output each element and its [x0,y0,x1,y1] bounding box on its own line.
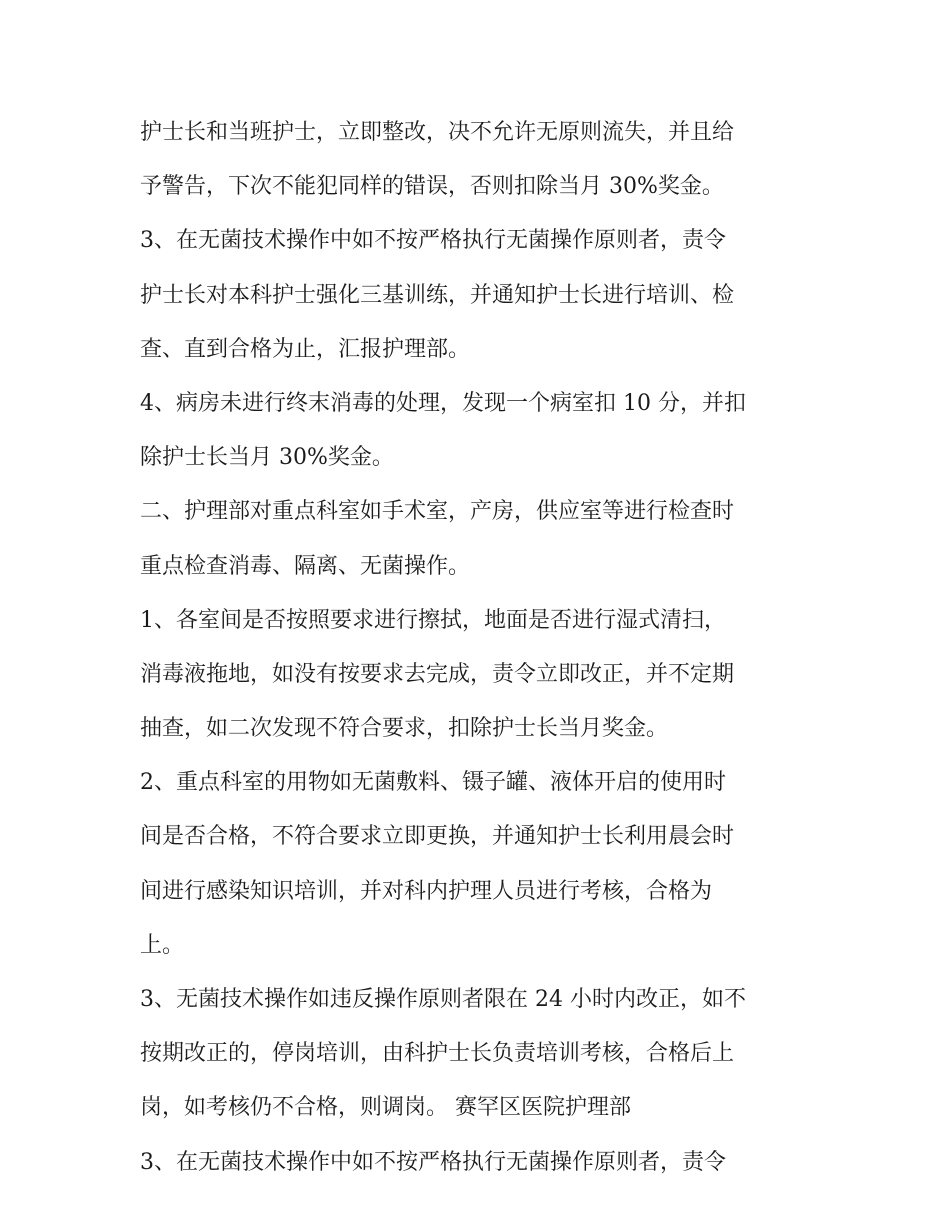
text-line: 间是否合格，不符合要求立即更换，并通知护士长利用晨会时 [140,824,735,850]
text-line: 抽查，如二次发现不符合要求，扣除护士长当月奖金。 [140,716,669,742]
text-line: 岗，如考核仍不合格，则调岗。 赛罕区医院护理部 [140,1095,631,1121]
text-line: 护士长对本科护士强化三基训练，并通知护士长进行培训、检 [140,282,735,308]
text-line: 3、无菌技术操作如违反操作原则者限在 24 小时内改正，如不 [140,987,746,1012]
text-line: 4、病房未进行终末消毒的处理，发现一个病室扣 10 分，并扣 [140,390,746,416]
text-line: 消毒液拖地，如没有按要求去完成，责令立即改正，并不定期 [140,661,735,687]
text-line: 3、在无菌技术操作中如不按严格执行无菌操作原则者，责令 [140,228,726,254]
text-line: 二、护理部对重点科室如手术室，产房，供应室等进行检查时 [140,499,735,525]
text-line: 护士长和当班护士，立即整改，决不允许无原则流失，并且给 [140,120,735,145]
text-line: 3、在无菌技术操作中如不按严格执行无菌操作原则者，责令 [140,1149,726,1175]
text-line: 2、重点科室的用物如无菌敷料、镊子罐、液体开启的使用时 [140,770,726,796]
text-line: 间进行感染知识培训，并对科内护理人员进行考核，合格为 [140,878,713,904]
document-body [140,106,820,1190]
text-line: 除护士长当月 30%奖金。 [140,445,394,471]
text-line: 重点检查消毒、隔离、无菌操作。 [140,553,471,579]
text-line: 按期改正的，停岗培训，由科护士长负责培训考核，合格后上 [140,1041,735,1067]
text-line: 予警告，下次不能犯同样的错误，否则扣除当月 30%奖金。 [140,174,724,200]
text-line: 查、直到合格为止，汇报护理部。 [140,336,471,362]
text-line: 上。 [140,932,185,958]
text-line: 1、各室间是否按照要求进行擦拭，地面是否进行湿式清扫， [140,607,726,633]
